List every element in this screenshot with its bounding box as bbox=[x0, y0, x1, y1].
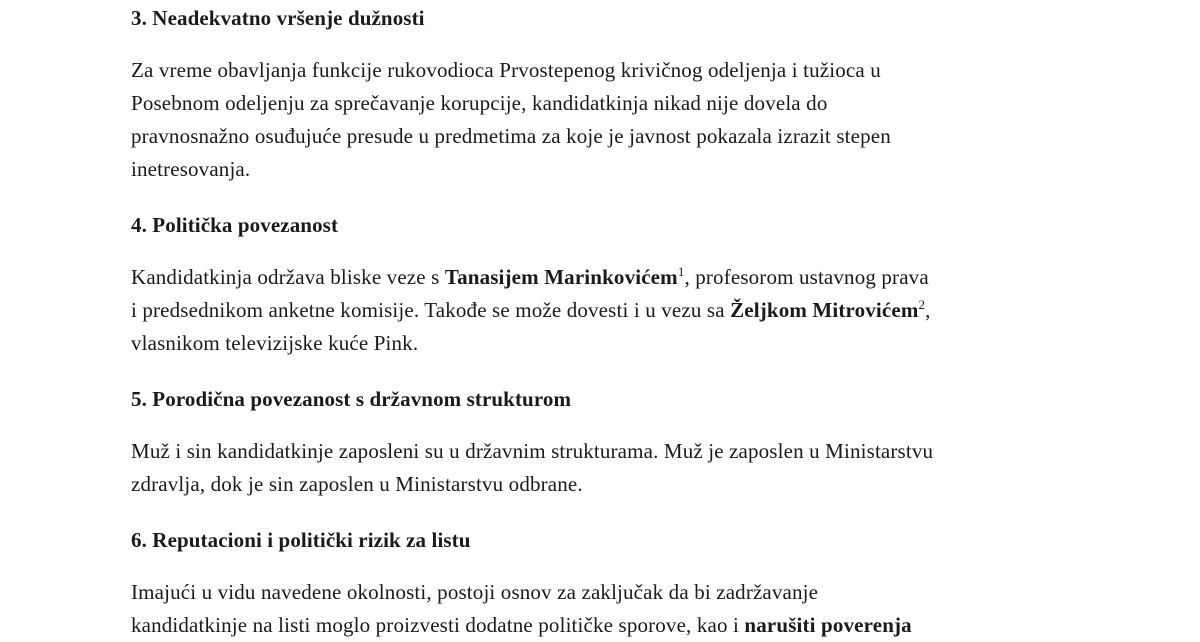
section-heading-4: 4. Politička povezanost bbox=[131, 213, 339, 237]
section-heading-5: 5. Porodična povezanost s državnom strukturom bbox=[131, 387, 572, 411]
emphasis-text: narušiti poverenja bbox=[744, 613, 912, 637]
paragraph-line: Muž i sin kandidatkinje zaposleni su u državnim strukturama. Muž je zaposlen u Ministarstvu bbox=[131, 439, 934, 463]
section-paragraph-6 bbox=[131, 576, 1071, 642]
person-name-mitrovic: Željkom Mitrovićem bbox=[730, 298, 919, 322]
paragraph-line bbox=[131, 261, 1071, 294]
section-paragraph-5 bbox=[131, 435, 1071, 501]
section-heading-6: 6. Reputacioni i politički rizik za listu bbox=[131, 528, 471, 552]
section-heading-3: 3. Neadekvatno vršenje dužnosti bbox=[131, 6, 425, 30]
text-run: kandidatkinje na listi moglo proizvesti dodatne političke sporove, kao i bbox=[131, 613, 745, 637]
paragraph-line: Posebnom odeljenju za sprečavanje korupcije, kandidatkinja nikad nije dovela do bbox=[131, 91, 828, 115]
paragraph-line: inetresovanja. bbox=[131, 157, 251, 181]
paragraph-line: Za vreme obavljanja funkcije rukovodioca Prvostepenog krivičnog odeljenja i tužioca u bbox=[131, 58, 881, 82]
document-body bbox=[131, 4, 1071, 642]
paragraph-line: vlasnikom televizijske kuće Pink. bbox=[131, 331, 419, 355]
paragraph-line bbox=[131, 294, 1071, 327]
paragraph-line: pravnosnažno osuđujuće presude u predmetima za koje je javnost pokazala izrazit stepen bbox=[131, 124, 891, 148]
paragraph-line bbox=[131, 609, 1071, 642]
text-run: , profesorom ustavnog prava bbox=[684, 265, 929, 289]
text-run: i predsednikom anketne komisije. Takođe se može dovesti i u vezu sa bbox=[131, 298, 731, 322]
section-paragraph-3 bbox=[131, 54, 1071, 186]
text-run: , bbox=[925, 298, 931, 322]
paragraph-line: zdravlja, dok je sin zaposlen u Ministarstvu odbrane. bbox=[131, 472, 583, 496]
paragraph-line: Imajući u vidu navedene okolnosti, postoji osnov za zaključak da bi zadržavanje bbox=[131, 580, 819, 604]
footnote-ref-2[interactable]: 2 bbox=[918, 297, 926, 312]
footnote-ref-1[interactable]: 1 bbox=[677, 264, 685, 279]
person-name-marinkovic: Tanasijem Marinkovićem bbox=[444, 265, 678, 289]
section-paragraph-4 bbox=[131, 261, 1071, 360]
text-run: Kandidatkinja održava bliske veze s bbox=[131, 265, 445, 289]
